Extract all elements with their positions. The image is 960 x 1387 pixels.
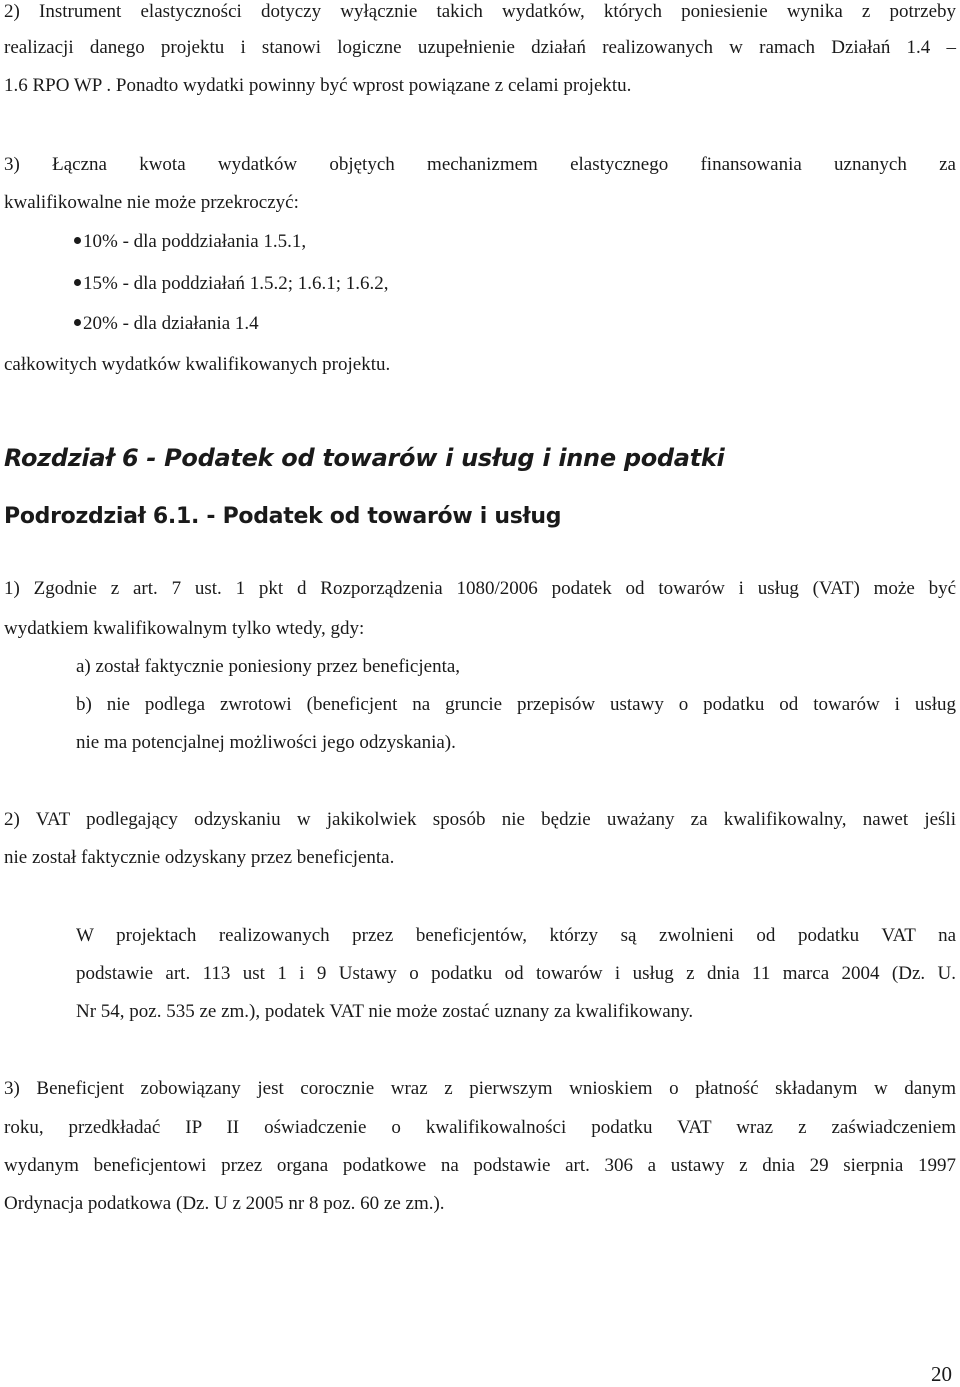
subchapter-title: Podrozdział 6.1. - Podatek od towarów i usług — [4, 504, 562, 529]
limit-bullet-1: 10% - dla poddziałania 1.5.1, — [74, 230, 306, 254]
exempt-line-3: Nr 54, poz. 535 ze zm.), podatek VAT nie może zostać uznany za kwalifikowany. — [76, 1001, 694, 1022]
vat2-line-2: nie został faktycznie odzyskany przez beneficjenta. — [4, 847, 395, 868]
bullet-icon — [74, 319, 81, 326]
limit-bullet-3: 20% - dla działania 1.4 — [74, 312, 259, 336]
vat2-line-1: 2) VAT podlegający odzyskaniu w jakikolwiek sposób nie będzie uważany za kwalifikowalny, nawet jeśli — [4, 809, 956, 830]
intro-line-2: realizacji danego projektu i stanowi logiczne uzupełnienie działań realizowanych w ramach Działań 1.4 – — [4, 37, 956, 58]
page-number: 20 — [931, 1362, 952, 1386]
vat1-line-1: 1) Zgodnie z art. 7 ust. 1 pkt d Rozporządzenia 1080/2006 podatek od towarów i usług (VAT) może być — [4, 578, 956, 599]
limit-line-2: kwalifikowalne nie może przekroczyć: — [4, 192, 299, 213]
exempt-line-2: podstawie art. 113 ust 1 i 9 Ustawy o podatku od towarów i usług z dnia 11 marca 2004 (Dz. U. — [76, 963, 956, 984]
limit-line-1: 3) Łączna kwota wydatków objętych mechanizmem elastycznego finansowania uznanych za — [4, 154, 956, 175]
vat3-line-4: Ordynacja podatkowa (Dz. U z 2005 nr 8 poz. 60 ze zm.). — [4, 1193, 445, 1214]
limit-bullet-2: 15% - dla poddziałań 1.5.2; 1.6.1; 1.6.2, — [74, 272, 389, 296]
vat3-line-1: 3) Beneficjent zobowiązany jest corocznie wraz z pierwszym wnioskiem o płatność składanym w danym — [4, 1078, 956, 1099]
exempt-line-1: W projektach realizowanych przez beneficjentów, którzy są zwolnieni od podatku VAT na — [76, 925, 956, 946]
limit-closing: całkowitych wydatków kwalifikowanych projektu. — [4, 354, 391, 375]
bullet-icon — [74, 237, 81, 244]
intro-line-3: 1.6 RPO WP . Ponadto wydatki powinny być wprost powiązane z celami projektu. — [4, 75, 632, 96]
chapter-title: Rozdział 6 - Podatek od towarów i usług i inne podatki — [4, 444, 725, 472]
vat1-item-a: a) został faktycznie poniesiony przez beneficjenta, — [76, 656, 461, 677]
vat1-line-2: wydatkiem kwalifikowalnym tylko wtedy, gdy: — [4, 618, 365, 639]
vat3-line-3: wydanym beneficjentowi przez organa podatkowe na podstawie art. 306 a ustawy z dnia 29 sierpnia 1997 — [4, 1155, 956, 1176]
intro-line-1: 2) Instrument elastyczności dotyczy wyłącznie takich wydatków, których poniesienie wynika z potrzeby — [4, 1, 956, 22]
bullet-icon — [74, 279, 81, 286]
vat3-line-2: roku, przedkładać IP II oświadczenie o kwalifikowalności podatku VAT wraz z zaświadczeniem — [4, 1117, 956, 1138]
vat1-item-b-line-1: b) nie podlega zwrotowi (beneficjent na gruncie przepisów ustawy o podatku od towarów i usług — [76, 694, 956, 715]
vat1-item-b-line-2: nie ma potencjalnej możliwości jego odzyskania). — [76, 732, 456, 753]
